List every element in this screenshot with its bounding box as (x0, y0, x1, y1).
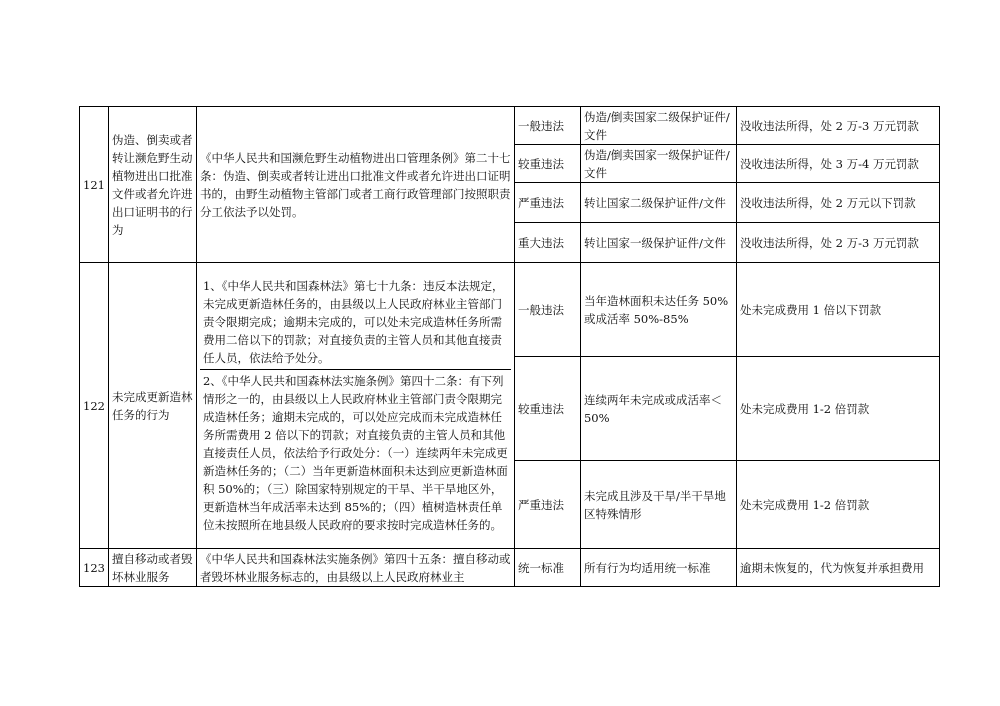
table-row-121 (80, 107, 940, 145)
violation-level: 一般违法 (514, 263, 580, 357)
penalty-standard: 没收违法所得，处 2 万-3 万元罚款 (736, 107, 939, 145)
violation-level: 严重违法 (514, 183, 580, 223)
penalty-standard: 处未完成费用 1 倍以下罚款 (736, 263, 939, 357)
legal-basis-text: 《中华人民共和国森林法实施条例》第四十五条：擅自移动或者毁坏林业服务标志的，由县级以上人民政府林业主 (199, 551, 511, 584)
violation-level: 重大违法 (514, 223, 580, 263)
table-row-123 (80, 549, 940, 587)
violation-circumstance: 未完成且涉及干旱/半干旱地区特殊情形 (580, 461, 736, 549)
penalty-standard: 没收违法所得，处 2 万元以下罚款 (736, 183, 939, 223)
penalty-standard: 逾期未恢复的，代为恢复并承担费用 (736, 549, 939, 587)
penalty-standard: 处未完成费用 1-2 倍罚款 (736, 461, 939, 549)
violation-level: 较重违法 (514, 145, 580, 183)
violation-circumstance: 连续两年未完成或成活率＜50% (580, 357, 736, 461)
violation-circumstance: 当年造林面积未达任务 50%或成活率 50%-85% (580, 263, 736, 357)
penalty-standard: 没收违法所得，处 2 万-3 万元罚款 (736, 223, 939, 263)
violation-circumstance: 伪造/倒卖国家一级保护证件/文件 (580, 145, 736, 183)
violation-level: 一般违法 (514, 107, 580, 145)
legal-basis: 《中华人民共和国濒危野生动植物进出口管理条例》第二十七条：伪造、倒卖或者转让进出口批准文件或者允许进出口证明书的，由野生动植物主管部门或者工商行政管理部门按照职责分工依法予以处罚。 (196, 107, 514, 263)
violation-level: 严重违法 (514, 461, 580, 549)
violation-circumstance: 转让国家一级保护证件/文件 (580, 223, 736, 263)
legal-basis (196, 549, 514, 587)
violation-description: 未完成更新造林任务的行为 (108, 263, 196, 549)
violation-description-text: 擅自移动或者毁坏林业服务 (111, 551, 193, 584)
penalty-standard: 处未完成费用 1-2 倍罚款 (736, 357, 939, 461)
row-number: 121 (80, 107, 109, 263)
violation-level: 统一标准 (514, 549, 580, 587)
row-number: 123 (80, 549, 109, 587)
legal-basis-paragraph-1: 1、《中华人民共和国森林法》第七十九条：违反本法规定，未完成更新造林任务的，由县级以上人民政府林业主管部门责令限期完成；逾期未完成的，可以处未完成造林任务所需费用二倍以下的罚款；对直接负责的主管人员和其他直接责任人员，依法给予处分。 (202, 279, 504, 365)
violation-description (108, 549, 196, 587)
legal-basis (196, 263, 514, 549)
row-number: 122 (80, 263, 109, 549)
violation-description: 伪造、倒卖或者转让濒危野生动植物进出口批准文件或者允许进出口证明书的行为 (108, 107, 196, 263)
legal-basis-paragraph-2: 2、《中华人民共和国森林法实施条例》第四十二条：有下列情形之一的，由县级以上人民政府林业主管部门责令限期完成造林任务；逾期未完成的，可以处应完成而未完成造林任务所需费用 2 倍以下的罚款；对直接负责的主管人员和其他直接责任人员，依法给予行政处分：（一）连续两年未完成更新造林任务的；（二）当年更新造林面积未达到应更新造林面积 50%的；（三）除国家特别规定的干旱、半干旱地区外，更新造林当年成活率未达到 85%的；（四）植树造林责任单位未按照所在地县级人民政府的要求按时完成造林任务的。 (200, 369, 511, 536)
penalty-standards-table (79, 106, 940, 587)
penalty-standard: 没收违法所得，处 3 万-4 万元罚款 (736, 145, 939, 183)
table-row-122 (80, 263, 940, 357)
violation-circumstance: 所有行为均适用统一标准 (580, 549, 736, 587)
violation-circumstance: 伪造/倒卖国家二级保护证件/文件 (580, 107, 736, 145)
violation-circumstance: 转让国家二级保护证件/文件 (580, 183, 736, 223)
violation-level: 较重违法 (514, 357, 580, 461)
